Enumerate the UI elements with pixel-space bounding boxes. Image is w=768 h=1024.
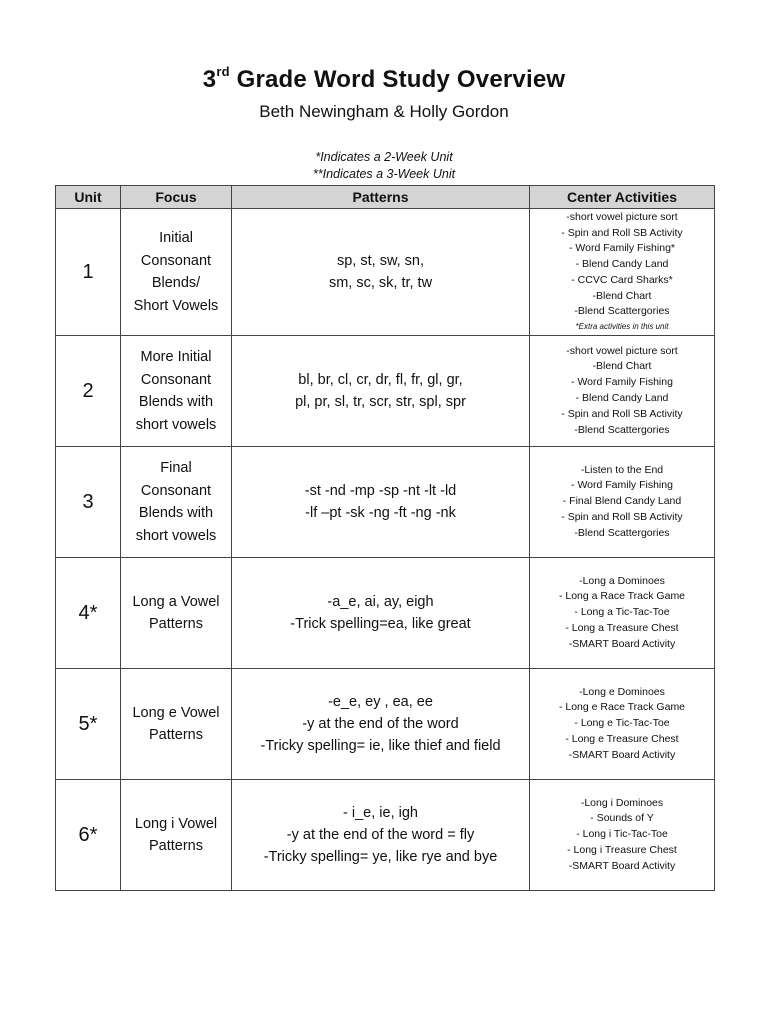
activity-item: -SMART Board Activity [568,637,676,650]
focus-cell [121,336,232,447]
activity-item: -Long a Dominoes [579,574,665,587]
activity-item: -short vowel picture sort [566,344,678,357]
pattern-line: -lf –pt -sk -ng -ft -ng -nk [305,505,456,521]
activity-item: - Blend Candy Land [575,392,669,404]
table-row [56,447,715,558]
title-prefix: 3 [202,66,217,93]
table-row [56,336,715,447]
pattern-line: -Trick spelling=ea, like great [290,616,471,632]
center-activities-cell [530,209,715,336]
page-title [0,66,768,94]
activity-item: -Blend Scattergories [574,305,670,318]
activity-item: -Long e Dominoes [579,685,665,698]
unit-cell: 4* [56,558,121,669]
pattern-line: -y at the end of the word = fly [286,827,475,843]
pattern-line: -e_e, ey , ea, ee [328,694,433,710]
focus-cell [121,558,232,669]
activity-item: - Spin and Roll SB Activity [561,226,683,239]
column-header-patterns: Patterns [232,186,530,209]
focus-line: Patterns [149,616,203,632]
focus-line: Initial [159,230,193,246]
activity-item: - Final Blend Candy Land [562,495,682,508]
activity-item: -Blend Chart [592,360,652,373]
title-superscript: rd [216,64,230,79]
center-activities-cell [530,669,715,780]
activity-item: - Word Family Fishing* [569,242,675,255]
extra-activities-note: *Extra activities in this unit [575,322,669,332]
activity-item: - Long a Race Track Game [558,590,686,603]
activity-item: -short vowel picture sort [566,210,678,223]
unit-cell: 1 [56,209,121,336]
center-activities-cell [530,558,715,669]
patterns-cell [232,780,530,891]
focus-cell [121,447,232,558]
focus-line: Consonant [140,482,212,499]
focus-line: Patterns [149,838,203,854]
table-row [56,209,715,336]
activity-item: -Listen to the End [580,463,664,476]
activity-item: - Long a Tic-Tac-Toe [574,606,670,619]
pattern-line: pl, pr, sl, tr, scr, str, spl, spr [295,394,466,410]
focus-line: Long i Vowel [134,815,218,832]
activity-item: -Blend Chart [592,289,652,302]
focus-line: Final [160,460,192,476]
activity-item: - Sounds of Y [590,812,654,825]
activity-item: - Spin and Roll SB Activity [561,407,683,420]
activity-item: - Long a Treasure Chest [565,621,679,634]
focus-line: Long a Vowel [132,593,220,610]
activity-item: - Long e Race Track Game [558,701,686,714]
pattern-line: sm, sc, sk, tr, tw [328,275,433,291]
activity-item: - Long i Treasure Chest [567,843,677,856]
activity-item: - Blend Candy Land [575,258,669,271]
activity-item: -Long i Dominoes [580,796,664,809]
focus-line: short vowels [135,527,217,544]
focus-line: Patterns [149,727,203,743]
unit-cell: 2 [56,336,121,447]
activity-item: -SMART Board Activity [568,748,676,761]
unit-cell: 6* [56,780,121,891]
unit-cell: 5* [56,669,121,780]
focus-line: Consonant [140,371,212,388]
activity-item: - Word Family Fishing [571,479,673,492]
focus-line: Consonant [140,252,212,269]
activity-item: - Spin and Roll SB Activity [561,510,683,523]
activity-item: -SMART Board Activity [568,859,676,872]
patterns-cell [232,209,530,336]
activity-item: -Blend Scattergories [574,526,670,539]
three-week-note: **Indicates a 3-Week Unit [312,167,456,181]
word-study-table [55,185,715,891]
table-row [56,780,715,891]
focus-line: Blends with [138,505,214,521]
focus-line: Blends with [138,394,214,410]
column-header-focus: Focus [121,186,232,209]
patterns-cell [232,336,530,447]
unit-cell: 3 [56,447,121,558]
focus-line: Short Vowels [133,297,219,314]
patterns-cell [232,558,530,669]
table-row [56,669,715,780]
pattern-line: sp, st, sw, sn, [336,253,425,269]
focus-cell [121,209,232,336]
focus-cell [121,669,232,780]
focus-line: short vowels [135,416,217,433]
center-activities-cell [530,336,715,447]
column-header-unit: Unit [56,186,121,209]
center-activities-cell [530,780,715,891]
pattern-line: bl, br, cl, cr, dr, fl, fr, gl, gr, [298,372,463,388]
center-activities-cell [530,447,715,558]
two-week-note: *Indicates a 2-Week Unit [315,150,453,164]
focus-line: More Initial [140,349,212,365]
patterns-cell [232,669,530,780]
patterns-cell [232,447,530,558]
pattern-line: - i_e, ie, igh [343,805,418,821]
pattern-line: -Tricky spelling= ie, like thief and field [260,738,501,754]
header-row [56,186,715,209]
authors-line: Beth Newingham & Holly Gordon [259,102,509,121]
pattern-line: -Tricky spelling= ye, like rye and bye [263,849,498,865]
focus-line: Blends/ [151,275,201,291]
title-rest: Grade Word Study Overview [229,66,566,93]
activity-item: - Long e Tic-Tac-Toe [574,717,670,730]
pattern-line: -st -nd -mp -sp -nt -lt -ld [304,483,457,499]
pattern-line: -y at the end of the word [302,716,459,732]
column-header-center-activities: Center Activities [530,186,715,209]
activity-item: - CCVC Card Sharks* [571,273,673,286]
activity-item: - Word Family Fishing [571,376,673,389]
pattern-line: -a_e, ai, ay, eigh [327,594,434,610]
activity-item: - Long i Tic-Tac-Toe [576,828,668,841]
focus-cell [121,780,232,891]
table-row [56,558,715,669]
focus-line: Long e Vowel [132,704,220,721]
activity-item: - Long e Treasure Chest [565,732,679,745]
activity-item: -Blend Scattergories [574,423,670,436]
